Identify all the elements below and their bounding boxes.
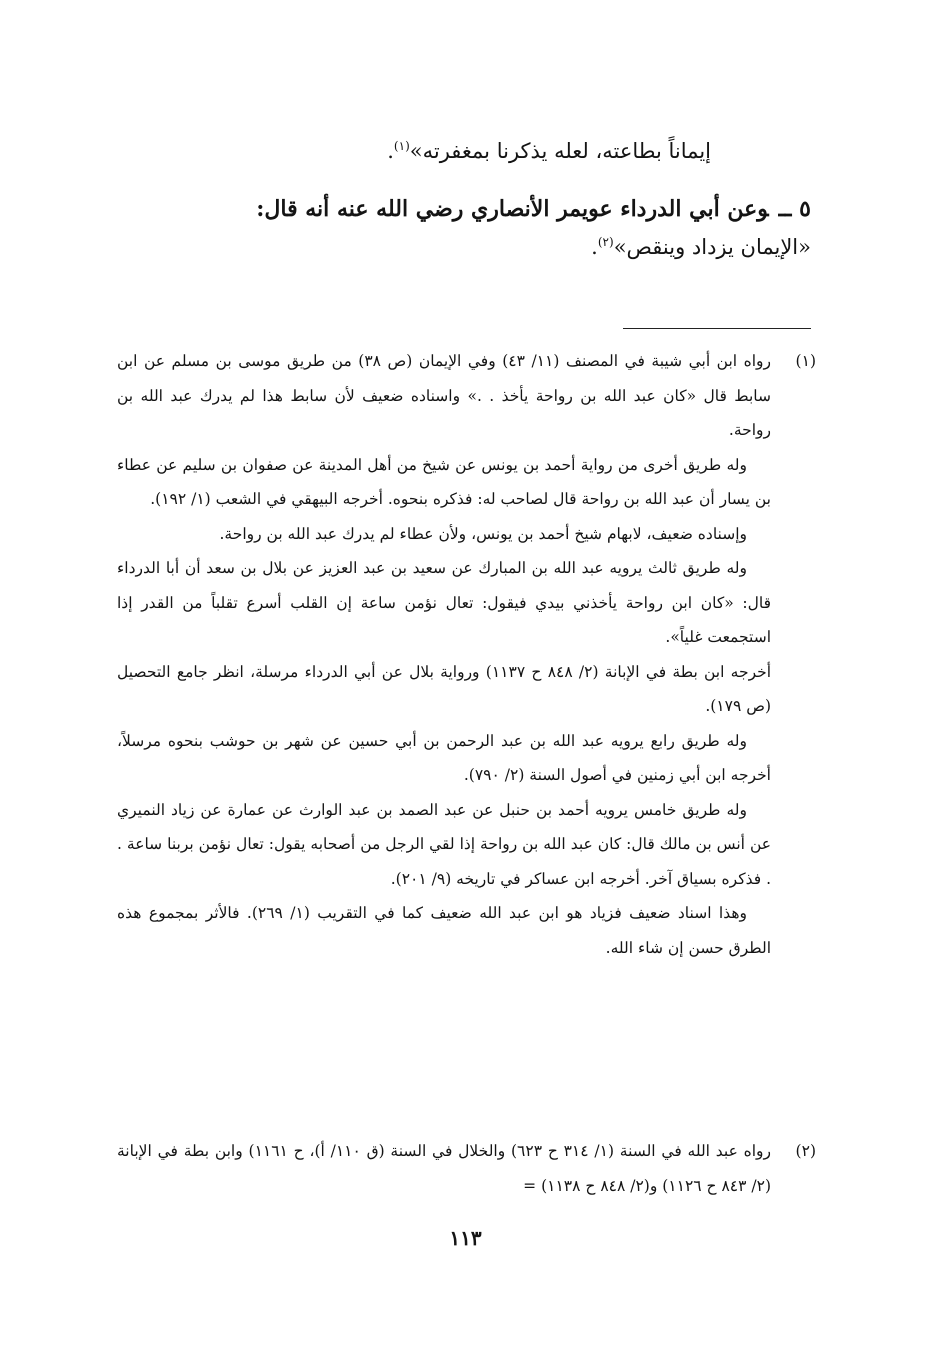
main-line-1-text: إيماناً بطاعته، لعله يذكرنا بمغفرته» — [409, 139, 711, 163]
footnote-2-paragraph-1: رواه عبد الله في السنة (١/ ٣١٤ ح ٦٢٣) والخلال في السنة (ق ١١٠/ أ)، ح ١١٦١) وابن بطة في الإبانة (٢/ ٨٤٣ ح ١١٢٦) و(٢/ ٨٤٨ ح ١١٣٨) = — [117, 1142, 771, 1195]
footnote-2 — [117, 1134, 811, 1203]
footnote-1-paragraph-6: وله طريق رابع يرويه عبد الله بن عبد الرحمن بن أبي حسين عن شهر بن حوشب بنحوه مرسلاً، أخرجه ابن أبي زمنين في أصول السنة (٢/ ٧٩٠). — [117, 731, 771, 784]
hadith-number: ٥ ــ — [778, 196, 811, 222]
hadith-heading-text: وعن أبي الدرداء عويمر الأنصاري رضي الله عنه أنه قال: — [256, 196, 769, 222]
footnote-1-paragraph-3: وإسناده ضعيف، لابهام شيخ أحمد بن يونس، ولأن عطاء لم يدرك عبد الله بن رواحة. — [219, 524, 747, 543]
footnote-2-body — [117, 1134, 771, 1203]
footnote-2-number: (٢) — [795, 1142, 816, 1160]
footnote-1-paragraph-7: وله طريق خامس يرويه أحمد بن حنبل عن عبد الصمد بن عبد الوارث عن عمارة عن زياد النميري عن أنس بن مالك قال: كان عبد الله بن رواحة إذا لقي الرجل من أصحابه يقول: تعال نؤمن بربنا ساعة . . فذكره بسياق آخر. أخرجه ابن عساكر في تاريخه (٩/ ٢٠١). — [117, 800, 771, 888]
hadith-quote-text: «الإيمان يزداد وينقص» — [613, 235, 811, 259]
footnote-ref-2[interactable]: (٢) — [597, 235, 614, 249]
footnote-1-paragraph-8: وهذا اسناد ضعيف فزياد هو ابن عبد الله ضعيف كما في التقريب (١/ ٢٦٩). فالأثر بمجموع هذه الطرق حسن إن شاء الله. — [117, 904, 771, 957]
footnote-separator — [623, 328, 811, 329]
footnote-1-paragraph-4: وله طريق ثالث يرويه عبد الله بن المبارك عن سعيد بن عبد العزيز عن بلال بن سعد أن أبا الدرداء قال: «كان ابن رواحة يأخذني بيدي فيقول: تعال نؤمن ساعة إن القلب أسرع تقلباً من القدر إذا استجمعت غلياً». — [117, 559, 771, 646]
footnote-1-number: (١) — [795, 352, 816, 370]
hadith-quote — [591, 230, 811, 264]
main-line-1-period: . — [387, 139, 394, 163]
page-number: ١١٣ — [449, 1226, 482, 1250]
footnote-1 — [117, 344, 811, 965]
footnote-ref-1[interactable]: (١) — [393, 139, 410, 153]
hadith-quote-period: . — [591, 235, 598, 259]
footnote-1-paragraph-1: رواه ابن أبي شيبة في المصنف (١١/ ٤٣) وفي الإيمان (ص ٣٨) من طريق موسى بن مسلم عن ابن سابط قال «كان عبد الله بن رواحة يأخذ . .» واسناده ضعيف لأن سابط هذا لم يدرك عبد الله بن رواحة. — [117, 352, 772, 439]
footnote-1-body — [117, 344, 771, 965]
footnote-1-paragraph-2: وله طريق أخرى من رواية أحمد بن يونس عن شيخ من أهل المدينة عن صفوان بن سليم عن عطاء بن يسار أن عبد الله بن رواحة قال لصاحب له: فذكره بنحوه. أخرجه البيهقي في الشعب (١/ ١٩٢). — [117, 455, 771, 508]
footnote-1-paragraph-5: أخرجه ابن بطة في الإبانة (٢/ ٨٤٨ ح ١١٣٧) ورواية بلال عن أبي الدرداء مرسلة، انظر جامع التحصيل (ص ١٧٩). — [117, 662, 772, 715]
main-text-line-1 — [387, 134, 711, 168]
hadith-heading — [256, 192, 811, 226]
